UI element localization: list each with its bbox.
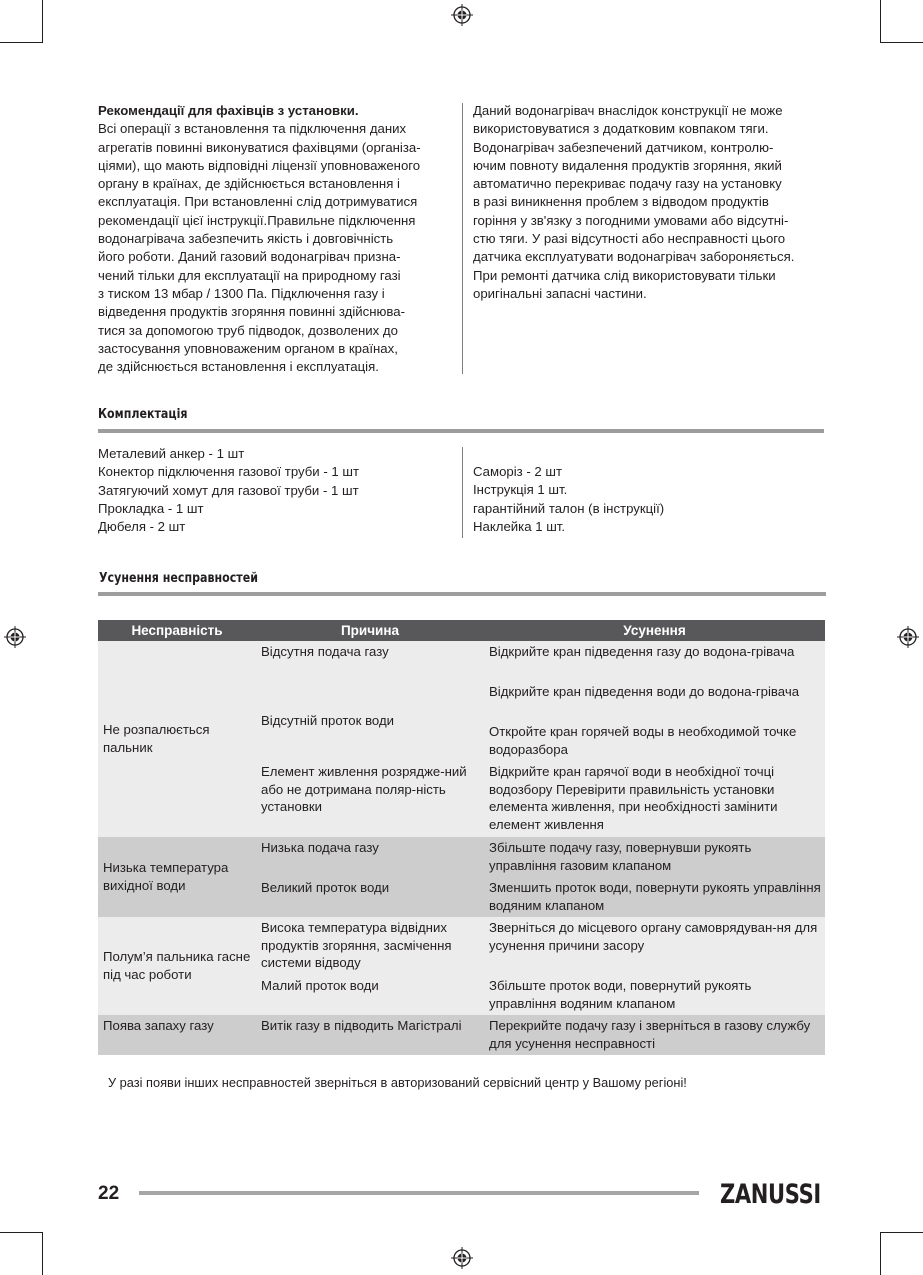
crop-mark (0, 42, 43, 43)
page-number: 22 (98, 1183, 120, 1204)
brand-logo: ZANUSSI (720, 1179, 821, 1210)
kit-item: Конектор підключення газової труби - 1 шт (98, 464, 360, 480)
intro-left-line: рекомендації цієї інструкції.Правильне підключення (98, 212, 416, 228)
fix-cell: Збільште проток води, повернутий рукоять управління водяним клапаном (484, 975, 825, 1015)
kit-item: гарантійний талон (в інструкції) (473, 500, 665, 516)
table-row (98, 917, 825, 975)
intro-right-line: оригінальні запасні частини. (473, 285, 647, 301)
table-header-row (98, 620, 825, 641)
kit-heading: Комплектація (98, 406, 188, 422)
crop-mark (880, 42, 923, 43)
kit-item: Затягуючий хомут для газової труби - 1 шт (98, 482, 359, 498)
crop-mark (42, 0, 43, 43)
fault-cell: Поява запаху газу (98, 1015, 256, 1055)
intro-right-line: в разі виникнення проблем з відводом продуктів (473, 194, 769, 210)
troubleshooting-table (98, 620, 825, 1055)
registration-mark-icon (4, 626, 26, 648)
column-divider (462, 447, 463, 538)
troubleshooting-note: У разі появи інших несправностей зверніться в авторизований сервісний центр у Вашому регіоні! (108, 1075, 687, 1090)
fault-group (98, 641, 825, 837)
intro-left-line: тися за допомогою труб підводок, дозволених до (98, 322, 398, 338)
fix-cell: Відкрийте кран гарячої води в необхідної точці водозбору Перевірити правильність установки елемента живлення, при необхідності замінити елемент живлення (484, 761, 825, 837)
table-row (98, 1015, 825, 1055)
fault-group (98, 917, 825, 1015)
fix-cell: Відкрийте кран підведення газу до водона-грівача (484, 641, 825, 681)
column-divider (462, 103, 463, 374)
intro-right-line: автоматично перекриває подачу газу на установку (473, 176, 782, 192)
intro-left-line: водонагрівача забезпечить якість і довговічність (98, 231, 394, 247)
cause-cell: Висока температура відвідних продуктів згоряння, засмічення системи відводу (256, 917, 484, 975)
intro-right-line: ючим повноту видалення продуктів згоряння, який (473, 157, 782, 173)
intro-right-line: Водонагрівач забезпечений датчиком, контролю- (473, 139, 774, 155)
kit-heading-rule (98, 429, 824, 433)
crop-mark (0, 1232, 43, 1233)
intro-left-line: відведення продуктів згоряння повинні здійснюва- (98, 304, 406, 320)
intro-right-line: використовуватися з додатковим ковпаком тяги. (473, 121, 769, 137)
fault-group (98, 837, 825, 917)
intro-left-line: чений тільки для експлуатації на природному газі (98, 267, 401, 283)
kit-left-list (98, 445, 359, 536)
intro-left-column (98, 102, 421, 376)
column-header: Усунення (484, 620, 825, 641)
intro-left-line: його роботи. Даний газовий водонагрівач призна- (98, 249, 401, 265)
crop-mark (880, 1232, 923, 1233)
fault-cell: Низька температура вихідної води (98, 837, 256, 917)
fault-cell: Полум’я пальника гасне під час роботи (98, 917, 256, 1015)
intro-left-line: Всі операції з встановлення та підключення даних (98, 121, 407, 137)
registration-mark-icon (451, 4, 473, 26)
kit-item: Дюбеля - 2 шт (98, 519, 186, 535)
intro-left-line: експлуатація. При встановленні слід дотримуватися (98, 194, 418, 210)
fault-cell: Не розпалюється пальник (98, 641, 256, 837)
intro-right-line: При ремонті датчика слід використовувати тільки (473, 267, 776, 283)
troubleshooting-heading: Усунення несправностей (99, 570, 259, 586)
intro-left-line: ціями), що мають відповідні ліцензії уповноваженого (98, 157, 421, 173)
cause-cell: Відсутній проток води (256, 681, 484, 761)
kit-item: Інструкція 1 шт. (473, 482, 568, 498)
crop-mark (42, 1232, 43, 1275)
registration-mark-icon (451, 1247, 473, 1269)
intro-left-line: де здійснюється встановлення і експлуатація. (98, 359, 379, 375)
cause-cell: Витік газу в підводить Магістралі (256, 1015, 484, 1055)
fix-cell: Відкрийте кран підведення води до водона-грівача (484, 681, 825, 721)
crop-mark (880, 1232, 881, 1275)
intro-left-line: агрегатів повинні виконуватися фахівцями (організа- (98, 139, 421, 155)
cause-cell: Малий проток води (256, 975, 484, 1015)
kit-item: Наклейка 1 шт. (473, 518, 566, 534)
fix-cell: Откройте кран горячей воды в необходимой точке водоразбора (484, 721, 825, 761)
kit-item: Металевий анкер - 1 шт (98, 446, 245, 461)
column-header: Причина (256, 620, 484, 641)
fault-group (98, 1015, 825, 1055)
intro-title: Рекомендації для фахівців з установки. (98, 103, 359, 118)
fix-cell: Перекрийте подачу газу і зверніться в газову службу для усунення несправності (484, 1015, 825, 1055)
table-row (98, 837, 825, 877)
registration-mark-icon (897, 626, 919, 648)
intro-right-column (473, 102, 794, 303)
footer-rule (139, 1191, 699, 1195)
crop-mark (880, 0, 881, 43)
kit-item: Саморіз - 2 шт (473, 464, 563, 479)
cause-cell: Великий проток води (256, 877, 484, 917)
cause-cell: Елемент живлення розрядже-ний або не дотримана поляр-ність установки (256, 761, 484, 837)
intro-left-line: застосування уповноваженим органом в країнах, (98, 340, 398, 356)
column-header: Несправність (98, 620, 256, 641)
intro-right-line: горіння у зв'язку з погодними умовами або відсутні- (473, 212, 789, 228)
intro-left-line: органу в країнах, де здійснюється встановлення і (98, 176, 400, 192)
fix-cell: Збільште подачу газу, повернувши рукоять управління газовим клапаном (484, 837, 825, 877)
fix-cell: Зверніться до місцевого органу самоврядуван-ня для усунення причини засору (484, 917, 825, 975)
intro-right-line: Даний водонагрівач внаслідок конструкції не може (473, 103, 783, 118)
intro-left-line: з тиском 13 мбар / 1300 Па. Підключення газу і (98, 285, 385, 301)
troubleshooting-heading-rule (98, 592, 826, 596)
intro-right-line: датчика експлуатувати водонагрівач забороняється. (473, 249, 795, 265)
kit-item: Прокладка - 1 шт (98, 500, 204, 516)
kit-right-list (473, 463, 664, 536)
table-row (98, 641, 825, 681)
fix-cell: Зменшить проток води, повернути рукоять управління водяним клапаном (484, 877, 825, 917)
intro-right-line: стю тяги. У разі відсутності або несправності цього (473, 231, 786, 247)
cause-cell: Низька подача газу (256, 837, 484, 877)
cause-cell: Відсутня подача газу (256, 641, 484, 681)
